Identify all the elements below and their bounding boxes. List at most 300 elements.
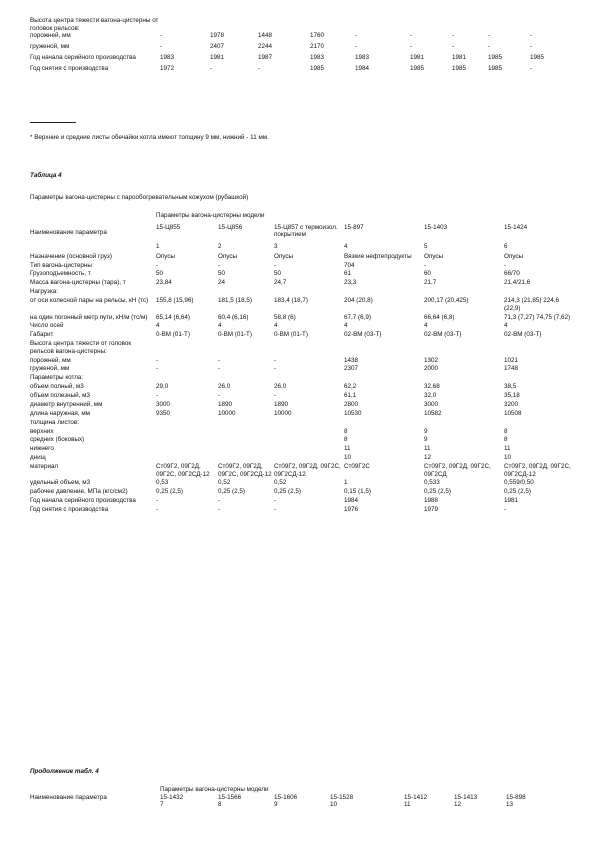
model-name: 15-Ц856 — [218, 223, 243, 231]
table-row — [30, 288, 575, 297]
table-cell: 11 — [424, 445, 431, 453]
table-cell — [452, 17, 488, 32]
table-cell: 3200 — [504, 400, 519, 408]
table-row — [30, 17, 575, 32]
table-cell: 1984 — [344, 497, 359, 505]
table-cell: 9 — [424, 436, 428, 444]
model-name: 15-1566 — [218, 793, 242, 801]
table-row — [30, 479, 575, 488]
table-cell — [218, 340, 274, 357]
table-cell: 61,1 — [344, 392, 357, 400]
table-cell: 1983 — [355, 54, 370, 62]
row-label: груженой, мм — [30, 365, 70, 373]
table-cell: - — [530, 32, 533, 40]
table-cell: Опусы — [424, 252, 444, 260]
table-cell: 60,4 (6,16) — [218, 313, 249, 321]
table-row — [30, 331, 575, 340]
table-cell: - — [530, 43, 533, 51]
table-cell: Опусы — [504, 252, 524, 260]
table-cell: 23,84 — [156, 279, 172, 287]
table-cell: 24,7 — [274, 279, 287, 287]
table-cell — [218, 445, 274, 454]
table-cell: 71,3 (7,27) 74,75 (7,62) — [504, 313, 571, 321]
table-cell: Ст09Г2, 09Г2Д, 09Г2С, 09Г2СД-12 — [274, 462, 341, 478]
table-cell — [344, 288, 424, 297]
table-cell: 1302 — [424, 356, 439, 364]
row-label: Грузоподъемность, т — [30, 270, 91, 278]
table-cell: Опусы — [274, 252, 294, 260]
table-row — [30, 374, 575, 383]
parameters-table-body — [30, 253, 575, 515]
row-label: объем полный, м3 — [30, 383, 84, 391]
table-cell: 1448 — [258, 32, 273, 40]
model-name: 15-Ц855 — [156, 223, 181, 231]
table-cell: - — [274, 356, 277, 364]
table-cell: 704 — [344, 261, 355, 269]
table-cell: 0,559/0,50 — [504, 479, 534, 487]
table-cell: 1983 — [310, 54, 325, 62]
table-cell: 60 — [424, 270, 432, 278]
model-number: 10 — [330, 801, 338, 809]
table-row — [30, 357, 575, 366]
table-cell: 0,25 (2,5) — [156, 488, 183, 496]
table-cell — [156, 419, 218, 428]
table-cell — [156, 428, 218, 437]
table-row — [30, 445, 575, 454]
table-cell: 1979 — [424, 506, 439, 514]
group-header-2: Параметры вагона-цистерны модели — [160, 786, 269, 793]
table-cell: 10 — [344, 454, 352, 462]
table-cell: 50 — [274, 270, 282, 278]
row-label: груженой, мм — [30, 43, 70, 51]
table-cell: 0-ВМ (01-Т) — [274, 331, 308, 339]
param-header-2: Наименование параметра — [30, 793, 107, 801]
table-cell: - — [488, 43, 491, 51]
row-label: Высота центра тяжести вагона-цистерны от головок рельсов: — [30, 17, 159, 32]
table-cell — [274, 288, 344, 297]
table-cell — [218, 436, 274, 445]
table-cell — [274, 374, 344, 383]
table-cell: 9350 — [156, 409, 171, 417]
table-cell: - — [530, 65, 533, 73]
table-caption: Параметры вагона-цистерны с парообогревательным кожухом (рубашкой) — [30, 194, 249, 201]
row-label: диаметр внутренний, мм — [30, 400, 103, 408]
footnote-rule — [30, 122, 76, 123]
table-cell: 23,3 — [344, 279, 357, 287]
table-cell: - — [274, 261, 277, 269]
table-cell: Ст09Г2, 09Г2Д, 09Г2С, 09Г2СД-12 — [156, 462, 210, 478]
row-label: Число осей — [30, 322, 64, 330]
row-label: Назначение (основной груз) — [30, 252, 112, 260]
model-name: 15-1606 — [274, 793, 298, 801]
table-cell: 1890 — [218, 400, 233, 408]
table-cell: 0,25 (2,5) — [504, 488, 531, 496]
model-number: 13 — [506, 801, 514, 809]
table-row — [30, 65, 575, 76]
table-cell: - — [218, 365, 221, 373]
row-label: порожней, мм — [30, 32, 71, 40]
table-cell — [504, 288, 575, 297]
row-label: Год начала серийного производства — [30, 54, 136, 62]
model-name: 15-897 — [344, 223, 364, 231]
table-cell — [274, 454, 344, 463]
table-cell — [156, 340, 218, 357]
table-cell: - — [452, 43, 455, 51]
table-cell — [156, 445, 218, 454]
table-cell: 35,18 — [504, 392, 520, 400]
table-cell — [530, 17, 575, 32]
table-cell: 2407 — [210, 43, 225, 51]
table-cell: 11 — [504, 445, 511, 453]
row-label: Тип вагона-цистерны — [30, 261, 92, 269]
table-cell: - — [210, 65, 213, 73]
model-number: 3 — [274, 243, 278, 251]
model-name: 15-1424 — [504, 223, 528, 231]
table-row — [30, 428, 575, 437]
table-cell: 2307 — [344, 365, 359, 373]
table-cell: - — [274, 392, 277, 400]
table-cell: 12 — [424, 454, 432, 462]
table-cell: 1748 — [504, 365, 519, 373]
table-cell: 10582 — [424, 409, 442, 417]
table-cell — [504, 340, 575, 357]
row-label: Параметры котла: — [30, 374, 84, 382]
table-cell: 10 — [504, 454, 512, 462]
table-cell: 4 — [218, 322, 222, 330]
row-label: материал — [30, 462, 59, 470]
table-cell: - — [355, 43, 358, 51]
table-label: Таблица 4 — [30, 172, 62, 179]
table-cell: - — [274, 497, 277, 505]
row-label: Год снятия с производства — [30, 65, 109, 73]
table-row — [30, 463, 575, 480]
table-cell — [210, 17, 258, 32]
table-cell — [156, 436, 218, 445]
model-number: 7 — [160, 801, 164, 809]
table-cell: 50 — [156, 270, 164, 278]
model-number: 8 — [218, 801, 222, 809]
table-cell — [274, 428, 344, 437]
parameters-table — [30, 212, 575, 515]
table-cell: 1988 — [424, 497, 439, 505]
table-cell: 200,17 (20,425) — [424, 296, 469, 304]
parameters-table-head — [30, 212, 575, 253]
table-cell: - — [258, 65, 261, 73]
table-cell: 0,53 — [156, 479, 169, 487]
row-label: Высота центра тяжести от головок рельсов вагона-цистерны: — [30, 340, 132, 355]
row-label: Нагрузка: — [30, 288, 58, 296]
model-name: 15-1403 — [424, 223, 448, 231]
table-cell: - — [274, 365, 277, 373]
model-name: 15-1412 — [404, 793, 428, 801]
table-cell: 1981 — [410, 54, 425, 62]
table-cell: 155,8 (15,96) — [156, 296, 194, 304]
row-label: Год начала серийного производства — [30, 497, 136, 505]
table-cell: 0,15 (1,5) — [344, 488, 371, 496]
table-cell: 32,68 — [424, 383, 440, 391]
table-cell: - — [504, 261, 507, 269]
model-number-row — [30, 243, 575, 253]
table-cell: 02-ВМ (03-Т) — [424, 331, 462, 339]
table-cell: - — [218, 261, 221, 269]
table-cell: - — [156, 392, 159, 400]
table-cell: 1438 — [344, 356, 359, 364]
table-row — [30, 436, 575, 445]
table-cell — [218, 374, 274, 383]
table-cell: - — [160, 32, 163, 40]
table-cell: 24 — [218, 279, 226, 287]
table-row — [30, 392, 575, 401]
table-row — [30, 297, 575, 314]
table-cell: 0,52 — [218, 479, 231, 487]
row-label: нижнего — [30, 445, 54, 453]
table-cell: - — [218, 392, 221, 400]
table-cell: 3000 — [424, 400, 439, 408]
row-label: порожней, мм — [30, 356, 71, 364]
table-cell: 1 — [344, 479, 348, 487]
continuation-table-body — [30, 17, 575, 76]
table-cell — [156, 374, 218, 383]
table-cell: - — [156, 261, 159, 269]
table-cell: 65,14 (6,64) — [156, 313, 190, 321]
table-cell: 4 — [504, 322, 508, 330]
table-cell: - — [218, 356, 221, 364]
row-label: Год снятия с производства — [30, 506, 109, 514]
table-cell — [156, 454, 218, 463]
table-cell — [355, 17, 410, 32]
table-cell: 66,64 (6,8) — [424, 313, 455, 321]
table-row — [30, 383, 575, 392]
table-cell: 21,4/21,6 — [504, 279, 531, 287]
table-cell: 1978 — [210, 32, 225, 40]
table-cell: 10508 — [504, 409, 522, 417]
table-cell: 8 — [504, 436, 508, 444]
table-cell: - — [488, 32, 491, 40]
table-cell: 1985 — [310, 65, 325, 73]
table-cell — [310, 17, 355, 32]
table-cell: - — [156, 497, 159, 505]
row-label: удельный объем, м3 — [30, 479, 91, 487]
param-header: Наименование параметра — [30, 228, 107, 236]
table-cell: - — [160, 43, 163, 51]
table-row — [30, 314, 575, 323]
table-cell: 183,4 (18,7) — [274, 296, 308, 304]
table-cell: 1987 — [258, 54, 273, 62]
model-name: 15-1413 — [454, 793, 478, 801]
model-name: 15-Ц857 с термоизол. покрытием — [274, 223, 338, 239]
table-cell: 50 — [218, 270, 226, 278]
table-cell: - — [156, 356, 159, 364]
table-cell — [424, 340, 504, 357]
row-label: средних (боковых) — [30, 436, 85, 444]
table-cell: Ст09Г2, 09Г2Д, 09Г2С, 09Г2СД — [424, 462, 491, 478]
table-cell: 62,2 — [344, 383, 357, 391]
table-row — [30, 322, 575, 331]
table-cell: 11 — [344, 445, 351, 453]
table-cell: 10530 — [344, 409, 362, 417]
model-number: 2 — [218, 243, 222, 251]
table-row — [30, 419, 575, 428]
model-name: 15-898 — [506, 793, 526, 801]
table-row — [30, 253, 575, 262]
table-cell — [218, 419, 274, 428]
row-label: верхних — [30, 427, 54, 435]
table-cell: 0,25 (2,5) — [218, 488, 245, 496]
continuation-table-2 — [30, 786, 575, 809]
table-cell — [344, 419, 424, 428]
table-cell: 4 — [156, 322, 160, 330]
table-cell: 2244 — [258, 43, 273, 51]
model-row — [30, 224, 575, 243]
table-cell: 38,5 — [504, 383, 517, 391]
table-cell: 1890 — [274, 400, 289, 408]
table-cell: 0,533 — [424, 479, 440, 487]
table-cell: 02-ВМ (03-Т) — [504, 331, 542, 339]
table-cell: 2800 — [344, 400, 359, 408]
table-row — [30, 497, 575, 506]
table-cell — [218, 454, 274, 463]
table-cell: 1985 — [452, 65, 467, 73]
continuation-table — [30, 17, 575, 76]
row-label: рабочее давление, МПа (кгс/см2) — [30, 488, 128, 496]
table-cell: 1985 — [488, 54, 503, 62]
model-name: 15-1432 — [160, 793, 184, 801]
table-cell: 1985 — [530, 54, 545, 62]
table-row — [30, 488, 575, 497]
table-cell — [274, 436, 344, 445]
table-cell: 26,0 — [274, 383, 287, 391]
table-cell: - — [410, 32, 413, 40]
table-cell — [258, 17, 310, 32]
table-cell: 0,52 — [274, 479, 287, 487]
table-cell: 2000 — [424, 365, 439, 373]
table-cell: Ст09Г2С — [344, 462, 370, 470]
table-cell — [274, 445, 344, 454]
table-cell: 1021 — [504, 356, 519, 364]
table-cell: 4 — [344, 322, 348, 330]
table-cell: 1981 — [210, 54, 225, 62]
table-row — [30, 43, 575, 54]
footnote: * Верхние и средние листы обечайки котла имеют толщину 9 мм, нижний - 11 мм. — [30, 134, 269, 141]
table-cell: 4 — [424, 322, 428, 330]
table-cell: - — [504, 506, 507, 514]
table-cell — [274, 419, 344, 428]
table-cell — [488, 17, 530, 32]
table-cell: Ст09Г2, 09Г2Д, 09Г2С, 09Г2СД-12 — [504, 462, 571, 478]
table-cell: - — [218, 497, 221, 505]
table-cell — [424, 288, 504, 297]
row-label: объем полезный, м3 — [30, 392, 90, 400]
table-cell: 0-ВМ (01-Т) — [218, 331, 252, 339]
table-cell: 4 — [274, 322, 278, 330]
row-label: днищ — [30, 454, 46, 462]
continuation-label: Продолжение табл. 4 — [30, 768, 99, 775]
table-cell: 58,8 (6) — [274, 313, 296, 321]
table-cell: 1981 — [452, 54, 467, 62]
row-label: от оси колесной пары на рельсы, кН (тс) — [30, 296, 149, 304]
table-row — [30, 401, 575, 410]
model-number-row-2 — [30, 801, 575, 809]
table-cell: 2170 — [310, 43, 325, 51]
table-cell — [344, 374, 424, 383]
table-cell — [344, 340, 424, 357]
table-cell: 0-ВМ (01-Т) — [156, 331, 190, 339]
table-cell: 8 — [504, 427, 508, 435]
table-cell — [504, 419, 575, 428]
group-header: Параметры вагона-цистерны модели — [156, 212, 265, 219]
table-cell: 29,0 — [156, 383, 169, 391]
table-cell — [424, 419, 504, 428]
table-cell: 1985 — [410, 65, 425, 73]
table-cell: 1972 — [160, 65, 175, 73]
model-number: 12 — [454, 801, 462, 809]
table-cell: 66/70 — [504, 270, 520, 278]
table-cell: 1976 — [344, 506, 359, 514]
table-cell: 3000 — [156, 400, 171, 408]
table-cell: 1981 — [504, 497, 519, 505]
model-number: 1 — [156, 243, 160, 251]
table-cell: 32,0 — [424, 392, 437, 400]
table-cell — [504, 374, 575, 383]
row-label: толщина листов: — [30, 418, 80, 426]
table-row — [30, 279, 575, 288]
table-cell: 9 — [424, 427, 428, 435]
table-cell: Ст09Г2, 09Г2Д, 09Г2С, 09Г2СД-12 — [218, 462, 272, 478]
table-cell: 1760 — [310, 32, 325, 40]
table-cell: 0,25 (2,5) — [274, 488, 301, 496]
table-cell: 21,7 — [424, 279, 437, 287]
table-row — [30, 262, 575, 271]
table-row — [30, 54, 575, 65]
model-number: 4 — [344, 243, 348, 251]
model-number: 5 — [424, 243, 428, 251]
table-cell: 10000 — [274, 409, 292, 417]
table-cell: 02-ВМ (03-Т) — [344, 331, 382, 339]
row-label: длина наружная, мм — [30, 409, 90, 417]
table-cell: - — [156, 506, 159, 514]
table-row — [30, 270, 575, 279]
table-cell — [410, 17, 452, 32]
table-cell: - — [424, 261, 427, 269]
table-cell: 61 — [344, 270, 352, 278]
table-cell: - — [218, 506, 221, 514]
model-row-2 — [30, 794, 575, 802]
table-cell — [160, 17, 210, 32]
table-row — [30, 506, 575, 515]
table-cell: 1984 — [355, 65, 370, 73]
table-cell: 214,3 (21,85) 224,6 (22,9) — [504, 296, 559, 312]
table-cell: 8 — [344, 427, 348, 435]
model-number: 9 — [274, 801, 278, 809]
table-cell: 67,7 (6,9) — [344, 313, 371, 321]
row-label: на один погонный метр пути, кН/м (тс/м) — [30, 313, 148, 321]
table-row — [30, 410, 575, 419]
table-cell: 1985 — [488, 65, 503, 73]
table-cell: Опусы — [156, 252, 176, 260]
table-cell: - — [410, 43, 413, 51]
table-cell: Вязкие нефтепродукты — [344, 252, 412, 260]
table-row — [30, 340, 575, 357]
table-cell: 10000 — [218, 409, 236, 417]
table-cell: - — [355, 32, 358, 40]
table-cell: 8 — [344, 436, 348, 444]
table-cell: 181,5 (18,5) — [218, 296, 252, 304]
table-cell: Опусы — [218, 252, 238, 260]
table-cell: - — [156, 365, 159, 373]
table-cell — [156, 288, 218, 297]
table-cell — [218, 428, 274, 437]
row-label: Масса вагона-цистерны (тара), т — [30, 279, 126, 287]
